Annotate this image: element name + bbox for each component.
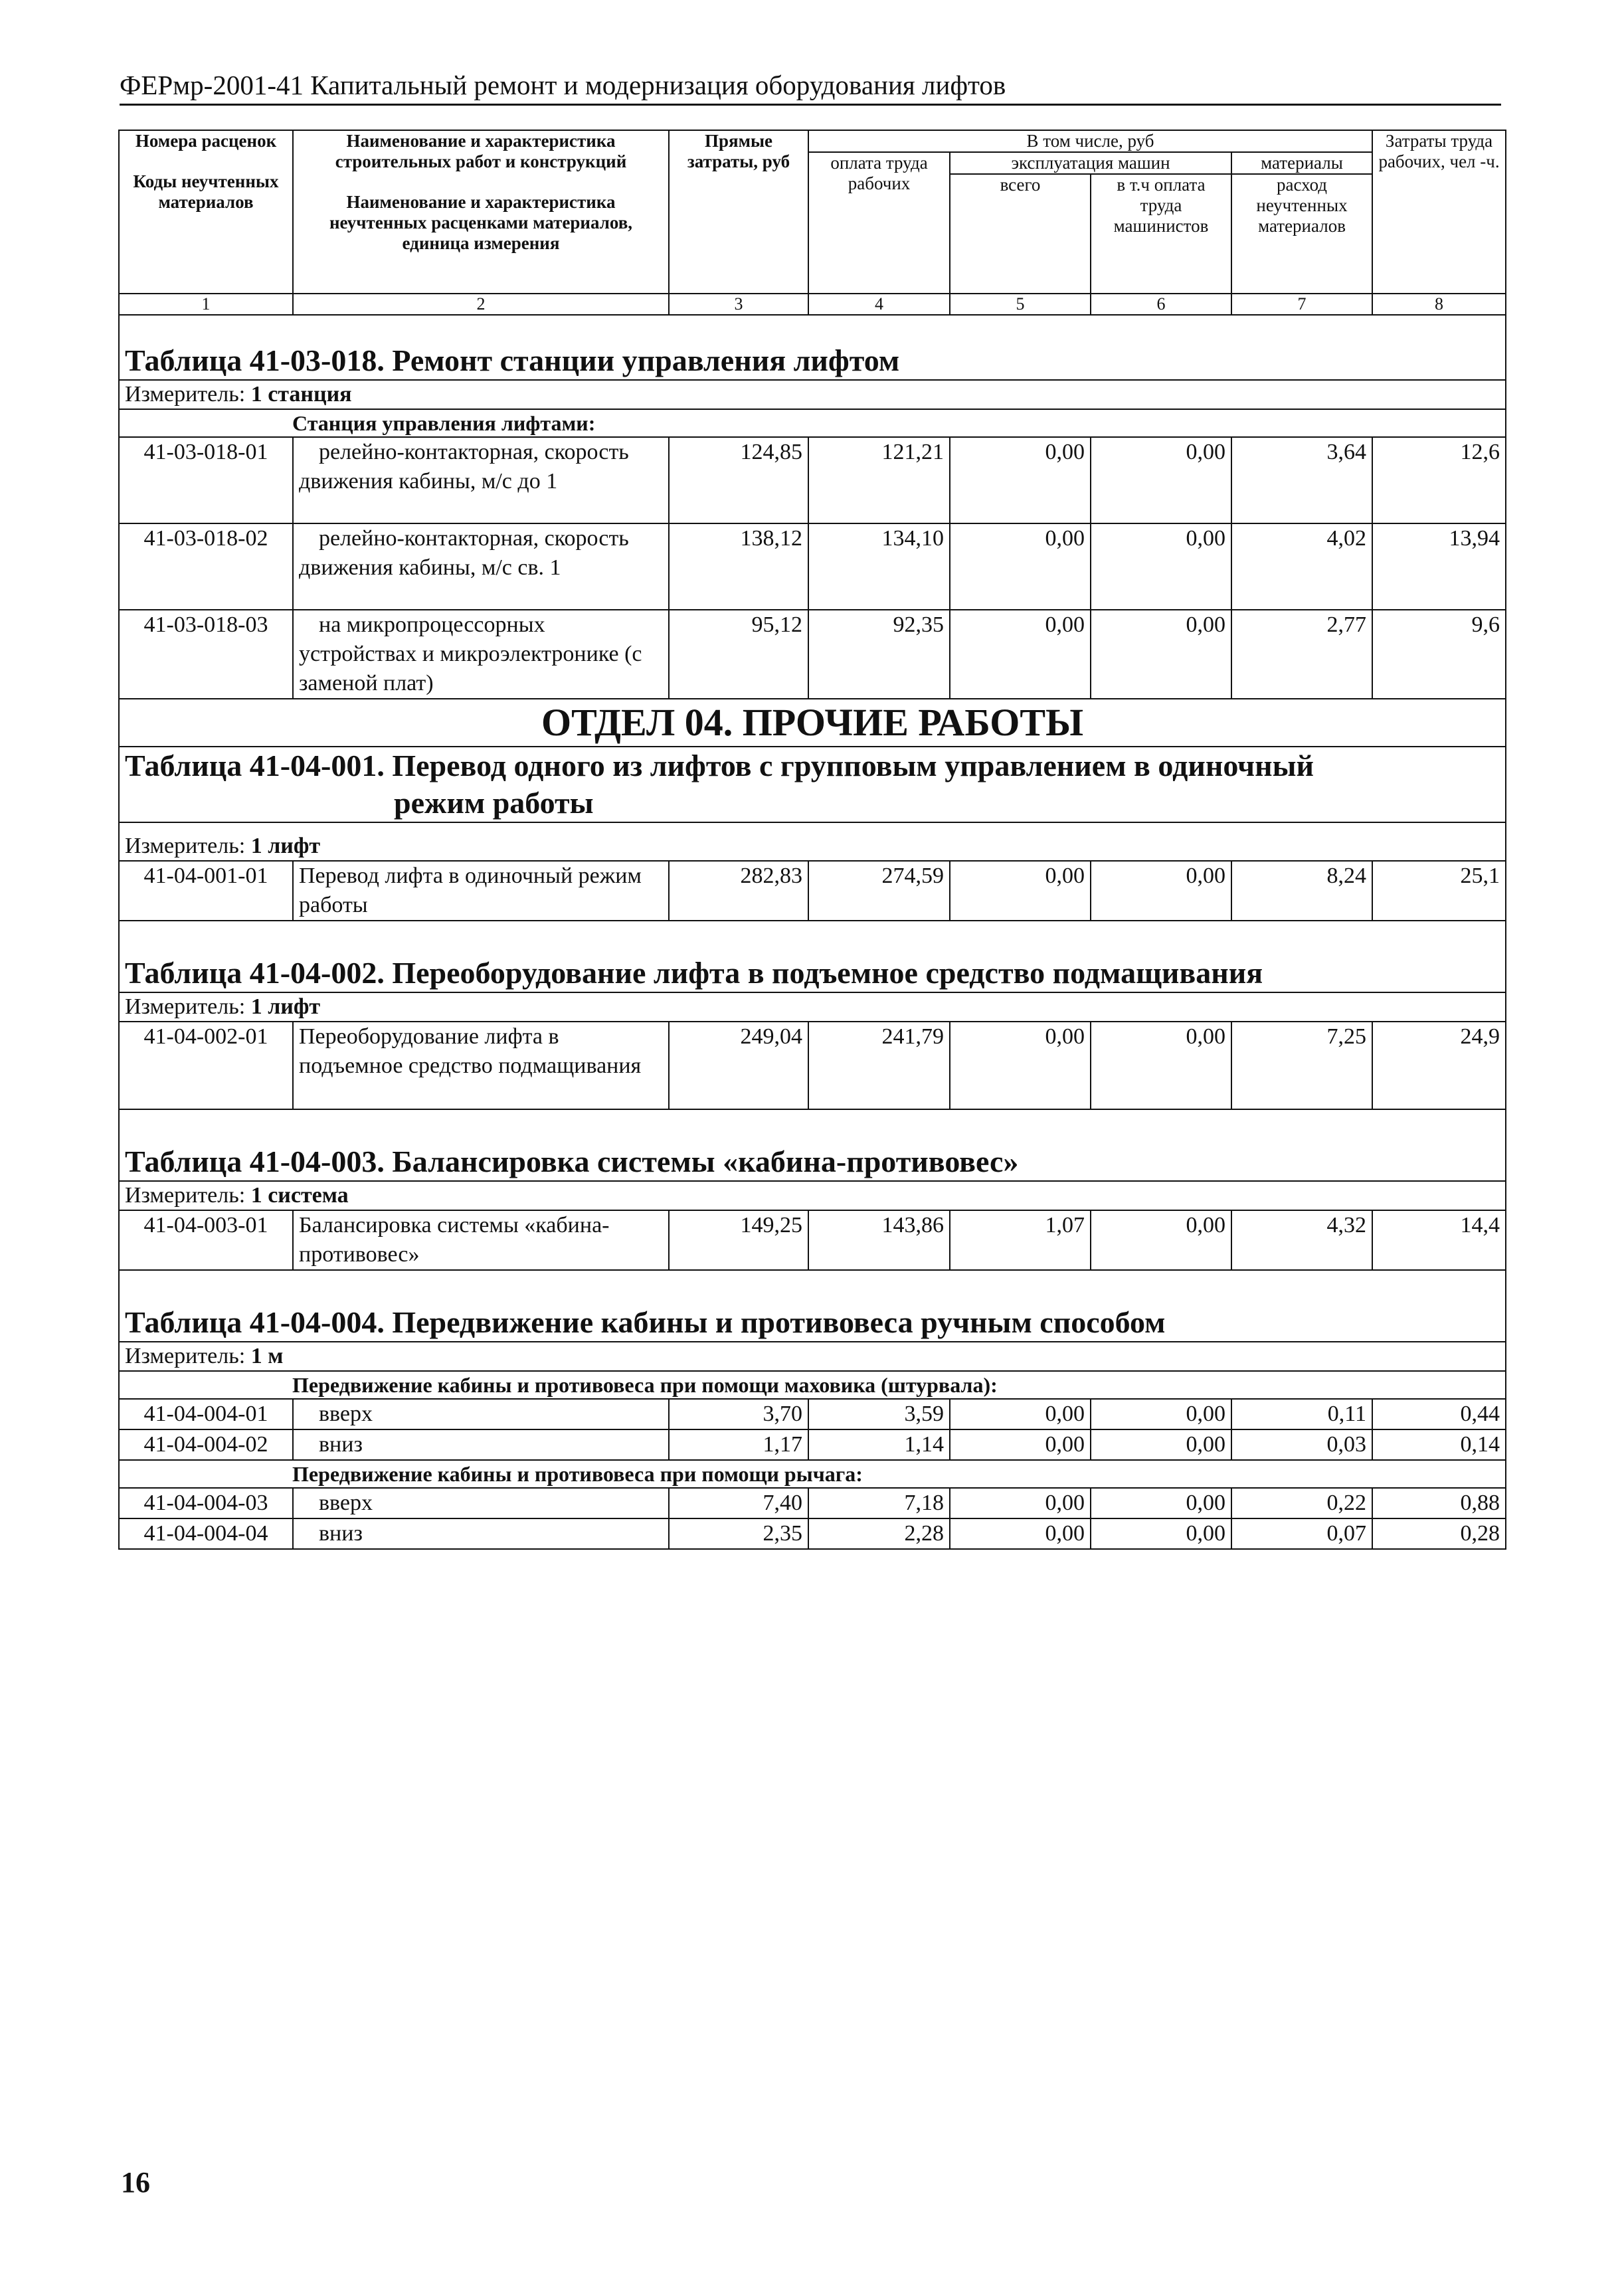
header-col1: Номера расценок Коды неучтенных материалов xyxy=(119,130,293,294)
table-018-meter: Измеритель: 1 станция xyxy=(119,380,1506,409)
table-003-meter: Измеритель: 1 система xyxy=(119,1181,1506,1210)
header-labor-hours: Затраты труда рабочих, чел -ч. xyxy=(1372,130,1506,294)
rates-table xyxy=(118,130,1506,1550)
table-001-title: Таблица 41-04-001. Перевод одного из лифтов с групповым управлением в одиночный режим работы xyxy=(119,747,1506,822)
header-materials: материалы xyxy=(1231,152,1372,174)
page-number: 16 xyxy=(121,2166,150,2199)
table-004-group-handwheel: Передвижение кабины и противовеса при помощи маховика (штурвала): xyxy=(119,1371,1506,1399)
table-row: 41-04-001-01 Перевод лифта в одиночный режим работы 282,83 274,59 0,00 0,00 8,24 25,1 xyxy=(119,861,1506,921)
section-title: ОТДЕЛ 04. ПРОЧИЕ РАБОТЫ xyxy=(119,699,1506,747)
column-numbers-row: 1 2 3 4 5 6 7 8 xyxy=(119,294,1506,315)
header-direct-costs: Прямые затраты, руб xyxy=(669,130,808,294)
table-018-group: Станция управления лифтами: xyxy=(119,409,1506,437)
running-header: ФЕРмр-2001-41 Капитальный ремонт и модернизация оборудования лифтов xyxy=(120,69,1501,106)
header-machines-total: всего xyxy=(950,174,1091,294)
table-row: 41-03-018-03 на микропроцессорных устройствах и микроэлектронике (с заменой плат) 95,12 92,35 0,00 0,00 2,77 9,6 xyxy=(119,610,1506,699)
table-row: 41-03-018-02 релейно-контакторная, скорость движения кабины, м/с св. 1 138,12 134,10 0,00 0,00 4,02 13,94 xyxy=(119,523,1506,610)
table-018-title: Таблица 41-03-018. Ремонт станции управления лифтом xyxy=(119,315,1506,380)
header-including: В том числе, руб xyxy=(808,130,1372,152)
table-row: 41-04-004-02 вниз 1,17 1,14 0,00 0,00 0,03 0,14 xyxy=(119,1429,1506,1460)
table-004-title: Таблица 41-04-004. Передвижение кабины и противовеса ручным способом xyxy=(119,1270,1506,1342)
table-004-group-lever: Передвижение кабины и противовеса при помощи рычага: xyxy=(119,1460,1506,1488)
table-001-meter: Измеритель: 1 лифт xyxy=(119,822,1506,861)
table-row: 41-04-004-04 вниз 2,35 2,28 0,00 0,00 0,07 0,28 xyxy=(119,1518,1506,1549)
table-row: 41-03-018-01 релейно-контакторная, скорость движения кабины, м/с до 1 124,85 121,21 0,00 0,00 3,64 12,6 xyxy=(119,437,1506,523)
header-machines: эксплуатация машин xyxy=(950,152,1231,174)
table-004-meter: Измеритель: 1 м xyxy=(119,1342,1506,1371)
table-row: 41-04-003-01 Балансировка системы «кабина-противовес» 149,25 143,86 1,07 0,00 4,32 14,4 xyxy=(119,1210,1506,1270)
table-003-title: Таблица 41-04-003. Балансировка системы «кабина-противовес» xyxy=(119,1109,1506,1181)
table-row: 41-04-004-03 вверх 7,40 7,18 0,00 0,00 0,22 0,88 xyxy=(119,1488,1506,1518)
table-row: 41-04-004-01 вверх 3,70 3,59 0,00 0,00 0,11 0,44 xyxy=(119,1399,1506,1429)
header-labor-pay: оплата труда рабочих xyxy=(808,152,950,294)
table-002-title: Таблица 41-04-002. Переоборудование лифта в подъемное средство подмащивания xyxy=(119,921,1506,992)
table-002-meter: Измеритель: 1 лифт xyxy=(119,992,1506,1022)
header-col2: Наименование и характеристика строительных работ и конструкций Наименование и характеристика неучтенных расценками материалов, единица измерения xyxy=(293,130,669,294)
table-row: 41-04-002-01 Переоборудование лифта в подъемное средство подмащивания 249,04 241,79 0,00 0,00 7,25 24,9 xyxy=(119,1022,1506,1109)
header-unaccounted-materials: расход неучтенных материалов xyxy=(1231,174,1372,294)
header-operators-pay: в т.ч оплата труда машинистов xyxy=(1091,174,1231,294)
